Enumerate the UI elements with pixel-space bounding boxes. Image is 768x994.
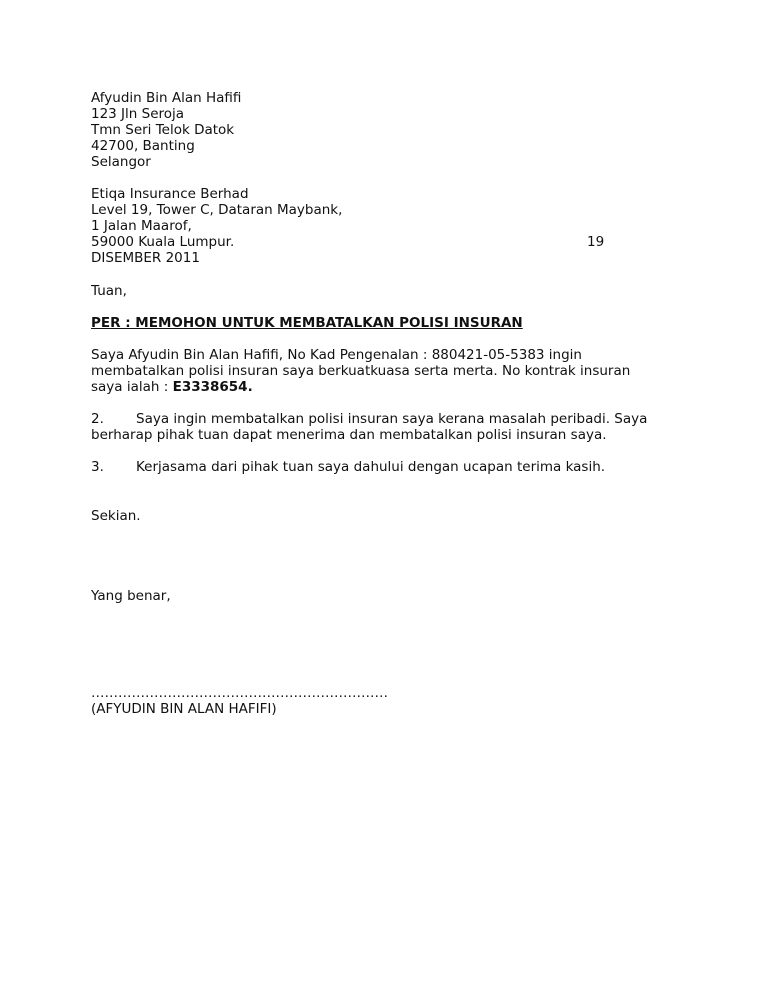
paragraph-number: 3.	[91, 459, 104, 475]
closing-sekian: Sekian.	[91, 508, 141, 524]
letter-subject: PER : MEMOHON UNTUK MEMBATALKAN POLISI INSURAN	[91, 315, 523, 331]
paragraph-text: saya ialah :	[91, 379, 173, 395]
sender-name: Afyudin Bin Alan Hafifi	[91, 90, 242, 106]
sender-address-line: 123 Jln Seroja	[91, 106, 185, 122]
closing-yang-benar: Yang benar,	[91, 588, 171, 604]
paragraph-line	[91, 411, 647, 427]
recipient-address-line: Level 19, Tower C, Dataran Maybank,	[91, 202, 343, 218]
date-day: 19	[587, 234, 605, 250]
recipient-address-line: 1 Jalan Maarof,	[91, 218, 192, 234]
paragraph-text: Kerjasama dari pihak tuan saya dahului dengan ucapan terima kasih.	[136, 459, 606, 475]
recipient-name: Etiqa Insurance Berhad	[91, 186, 249, 202]
paragraph-line	[91, 459, 605, 475]
sender-address-line: Tmn Seri Telok Datok	[91, 122, 235, 138]
paragraph-line: berharap pihak tuan dapat menerima dan membatalkan polisi insuran saya.	[91, 427, 607, 443]
paragraph-line: Saya Afyudin Bin Alan Hafifi, No Kad Pengenalan : 880421-05-5383 ingin	[91, 347, 582, 363]
paragraph-text: Saya ingin membatalkan polisi insuran saya kerana masalah peribadi. Saya	[136, 411, 648, 427]
paragraph-line	[91, 379, 253, 395]
salutation: Tuan,	[91, 283, 127, 299]
paragraph-line: membatalkan polisi insuran saya berkuatkuasa serta merta. No kontrak insuran	[91, 363, 631, 379]
signatory-name: (AFYUDIN BIN ALAN HAFIFI)	[91, 701, 277, 717]
paragraph-number: 2.	[91, 411, 104, 427]
contract-number: E3338654.	[172, 379, 253, 395]
sender-address-line: Selangor	[91, 154, 151, 170]
sender-address-line: 42700, Banting	[91, 138, 195, 154]
recipient-address-line: 59000 Kuala Lumpur.	[91, 234, 235, 250]
date-month-year: DISEMBER 2011	[91, 250, 200, 266]
signature-line: …………………………………………………………	[91, 685, 388, 701]
